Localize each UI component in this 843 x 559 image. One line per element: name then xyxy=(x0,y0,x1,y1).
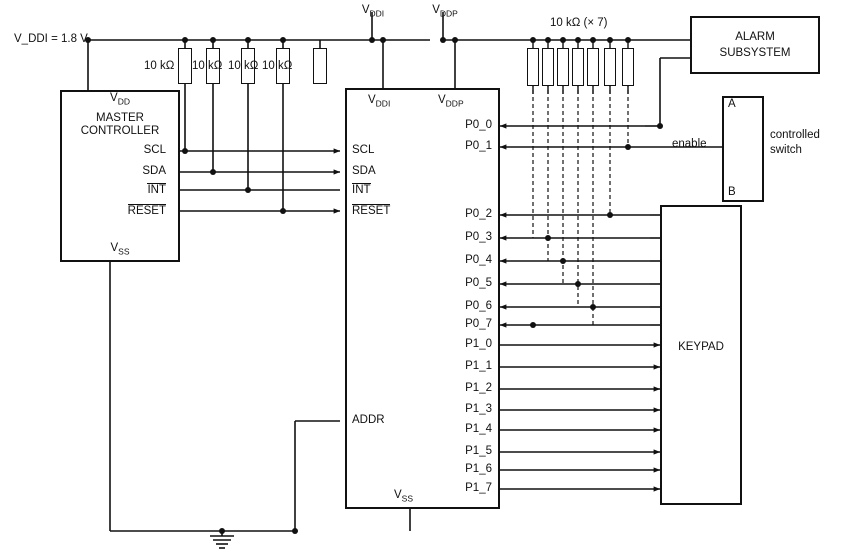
resistor-group-value-label: 10 kΩ (× 7) xyxy=(550,17,608,29)
device-pin-p0-6: P0_6 xyxy=(465,300,492,312)
master-vdd-label: $V_{DD}$ xyxy=(110,92,130,107)
device-pin-p0-5: P0_5 xyxy=(465,277,492,289)
switch-terminal-b-label: B xyxy=(728,186,736,198)
device-pin-int: INT xyxy=(352,184,371,196)
device-pin-sda: SDA xyxy=(352,165,376,177)
device-pin-p1-4: P1_4 xyxy=(465,423,492,435)
supply-voltage-label xyxy=(14,33,88,46)
master-controller-name: MASTER CONTROLLER xyxy=(80,112,160,137)
controlled-switch-caption: controlled switch xyxy=(770,129,820,156)
device-pin-p0-3: P0_3 xyxy=(465,231,492,243)
resistor-symbol xyxy=(587,48,599,86)
device-pin-p0-4: P0_4 xyxy=(465,254,492,266)
device-vddi-label: $V_{DDI}$ xyxy=(368,94,391,109)
resistor-value-label: 10 kΩ xyxy=(192,60,223,72)
resistor-value-label: 10 kΩ xyxy=(228,60,259,72)
master-pin-scl: SCL xyxy=(143,144,166,156)
master-vss-label: $V_{SS}$ xyxy=(110,242,130,257)
device-pin-p0-1: P0_1 xyxy=(465,140,492,152)
enable-signal-label: enable xyxy=(672,138,707,150)
device-pin-p0-0: P0_0 xyxy=(465,119,492,131)
device-pin-p1-5: P1_5 xyxy=(465,445,492,457)
resistor-symbol xyxy=(178,48,192,84)
device-pin-p1-6: P1_6 xyxy=(465,463,492,475)
switch-terminal-a-label: A xyxy=(728,98,736,110)
master-pin-sda: SDA xyxy=(142,165,166,177)
device-pin-addr: ADDR xyxy=(352,414,385,426)
device-pin-p1-0: P1_0 xyxy=(465,338,492,350)
resistor-symbol xyxy=(604,48,616,86)
device-pin-p1-3: P1_3 xyxy=(465,403,492,415)
device-vddp-label: $V_{DDP}$ xyxy=(438,94,464,109)
resistor-value-label: 10 kΩ xyxy=(144,60,175,72)
vddi-rail-label: $V_{DDI}$ xyxy=(361,4,385,19)
resistor-symbol xyxy=(313,48,327,84)
resistor-symbol xyxy=(572,48,584,86)
device-pin-p1-1: P1_1 xyxy=(465,360,492,372)
device-pin-p0-2: P0_2 xyxy=(465,208,492,220)
resistor-symbol xyxy=(622,48,634,86)
device-pin-p1-7: P1_7 xyxy=(465,482,492,494)
alarm-subsystem-label: ALARM SUBSYSTEM xyxy=(719,31,791,59)
master-pin-int: INT xyxy=(147,184,166,196)
device-pin-p0-7: P0_7 xyxy=(465,318,492,330)
resistor-value-label: 10 kΩ xyxy=(262,60,293,72)
keypad-label: KEYPAD xyxy=(678,341,724,353)
device-pin-reset: RESET xyxy=(352,205,391,217)
master-pin-reset: RESET xyxy=(127,205,166,217)
device-vss-label: $V_{SS}$ xyxy=(394,489,414,504)
device-pin-p1-2: P1_2 xyxy=(465,382,492,394)
device-pin-scl: SCL xyxy=(352,144,375,156)
resistor-symbol xyxy=(557,48,569,86)
keypad-box xyxy=(660,205,742,505)
vddp-rail-label: $V_{DDP}$ xyxy=(432,4,458,19)
supply-voltage-text: V_DDI = 1.8 V xyxy=(14,33,88,45)
resistor-symbol xyxy=(542,48,554,86)
resistor-symbol xyxy=(527,48,539,86)
